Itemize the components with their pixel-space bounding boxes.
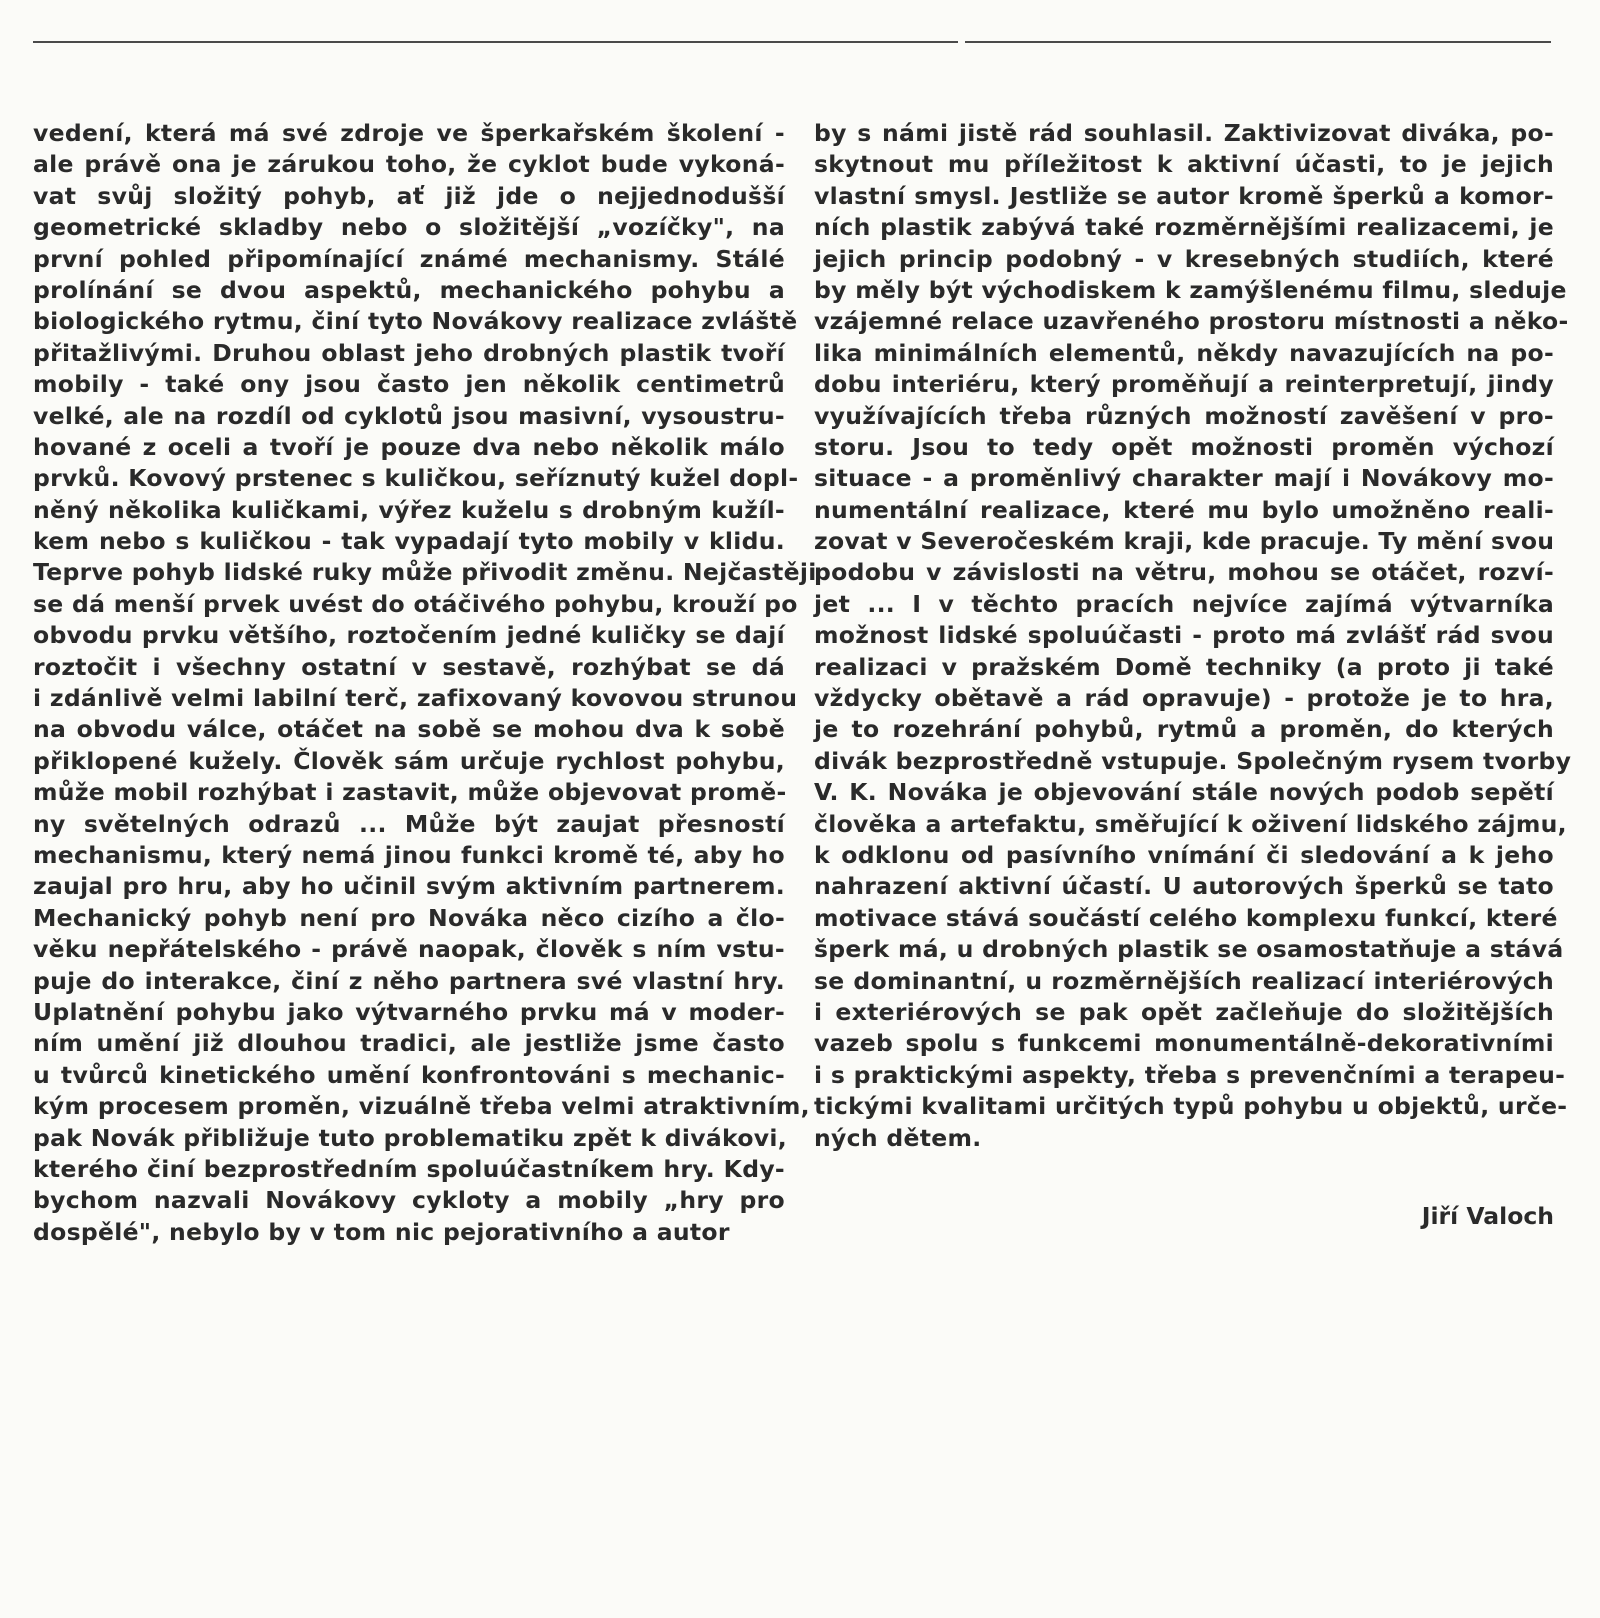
text-line: u tvůrců kinetického umění konfrontováni s mechanic-	[33, 1060, 785, 1089]
text-line: jet ... I v těchto pracích nejvíce zajímá výtvarníka	[814, 589, 1554, 618]
text-line: skytnout mu příležitost k aktivní účasti, to je jejich	[814, 150, 1554, 179]
text-line: motivace stává součástí celého komplexu funkcí, které	[814, 903, 1558, 932]
text-line: něný několika kuličkami, výřez kuželu s drobným kužíl-	[33, 495, 785, 524]
text-line: mobily - také ony jsou často jen několik centimetrů	[33, 370, 785, 399]
text-line: jejich princip podobný - v kresebných studiích, které	[814, 244, 1554, 273]
text-line: vat svůj složitý pohyb, ať již jde o nejjednodušší	[33, 181, 785, 210]
text-line: ných dětem.	[814, 1123, 982, 1152]
text-line: vždycky obětavě a rád opravuje) - protože je to hra,	[814, 684, 1554, 713]
text-line: i exteriérových se pak opět začleňuje do složitějších	[814, 997, 1554, 1026]
text-line: by s námi jistě rád souhlasil. Zaktivizovat diváka, po-	[814, 119, 1554, 147]
text-line: zaujal pro hru, aby ho učinil svým aktivním partnerem.	[33, 872, 785, 901]
text-line: puje do interakce, činí z něho partnera své vlastní hry.	[33, 966, 785, 995]
text-line: roztočit i všechny ostatní v sestavě, rozhýbat se dá	[33, 652, 785, 681]
header-rule-right	[965, 41, 1551, 43]
text-line: hované z oceli a tvoří je pouze dva nebo několik málo	[33, 432, 785, 461]
text-line: situace - a proměnlivý charakter mají i Novákovy mo-	[814, 464, 1554, 493]
author-signature: Jiří Valoch	[1421, 1202, 1554, 1230]
text-line: Uplatnění pohybu jako výtvarného prvku má v moder-	[33, 997, 785, 1026]
text-line: se dominantní, u rozměrnějších realizací interiérových	[814, 966, 1554, 995]
text-line: vazeb spolu s funkcemi monumentálně-dekorativními	[814, 1029, 1554, 1058]
text-line: ních plastik zabývá také rozměrnějšími realizacemi, je	[814, 213, 1554, 242]
text-line: prolínání se dvou aspektů, mechanického pohybu a	[33, 275, 785, 304]
text-line: dospělé", nebylo by v tom nic pejorativního a autor	[33, 1217, 730, 1246]
text-line: první pohled připomínající známé mechanismy. Stálé	[33, 244, 785, 273]
left-column	[33, 118, 817, 1248]
text-line: člověka a artefaktu, směřující k oživení lidského zájmu,	[814, 809, 1567, 838]
text-line: realizaci v pražském Domě techniky (a proto ji také	[814, 652, 1554, 681]
text-line: by měly být východiskem k zamýšlenému filmu, sleduje	[814, 275, 1567, 304]
text-line: velké, ale na rozdíl od cyklotů jsou masivní, vysoustru-	[33, 401, 785, 430]
text-line: vlastní smysl. Jestliže se autor kromě šperků a komor-	[814, 181, 1554, 210]
text-line: využívajících třeba různých možností zavěšení v pro-	[814, 401, 1554, 430]
text-line: lika minimálních elementů, někdy navazujících na po-	[814, 338, 1554, 367]
text-line: V. K. Nováka je objevování stále nových podob sepětí	[814, 778, 1554, 807]
text-line: přiklopené kužely. Člověk sám určuje rychlost pohybu,	[33, 746, 785, 775]
text-line: k odklonu od pasívního vnímání či sledování a k jeho	[814, 840, 1554, 869]
header-rule-left	[33, 41, 958, 43]
text-line: kem nebo s kuličkou - tak vypadají tyto mobily v klidu.	[33, 527, 785, 556]
text-line: mechanismu, který nemá jinou funkci kromě té, aby ho	[33, 840, 785, 869]
text-line: ny světelných odrazů ... Může být zaujat přesností	[33, 809, 785, 838]
text-line: šperk má, u drobných plastik se osamostatňuje a stává	[814, 935, 1564, 964]
text-line: numentální realizace, které mu bylo umožněno reali-	[814, 495, 1554, 524]
text-line: na obvodu válce, otáčet na sobě se mohou dva k sobě	[33, 715, 785, 744]
text-line: i s praktickými aspekty, třeba s prevenčními a terapeu-	[814, 1060, 1566, 1089]
text-line: prvků. Kovový prstenec s kuličkou, seříznutý kužel dopl-	[33, 464, 799, 493]
text-line: se dá menší prvek uvést do otáčivého pohybu, krouží po	[33, 589, 798, 618]
text-line: Mechanický pohyb není pro Nováka něco cizího a člo-	[33, 903, 785, 932]
text-line: nahrazení aktivní účastí. U autorových šperků se tato	[814, 872, 1554, 901]
text-line: je to rozehrání pohybů, rytmů a proměn, do kterých	[814, 715, 1554, 744]
text-line: geometrické skladby nebo o složitější „vozíčky", na	[33, 213, 785, 242]
text-line: tickými kvalitami určitých typů pohybu u objektů, urče-	[814, 1092, 1568, 1121]
text-line: dobu interiéru, který proměňují a reinterpretují, jindy	[814, 370, 1554, 399]
text-line: ním umění již dlouhou tradici, ale jestliže jsme často	[33, 1029, 785, 1058]
text-line: podobu v závislosti na větru, mohou se otáčet, rozví-	[814, 558, 1554, 587]
text-line: biologického rytmu, činí tyto Novákovy realizace zvláště	[33, 307, 798, 336]
text-line: obvodu prvku většího, roztočením jedné kuličky se dají	[33, 621, 785, 650]
text-line: může mobil rozhýbat i zastavit, může objevovat promě-	[33, 778, 787, 807]
text-line: věku nepřátelského - právě naopak, člověk s ním vstu-	[33, 935, 785, 964]
text-line: bychom nazvali Novákovy cykloty a mobily „hry pro	[33, 1186, 785, 1215]
text-line: storu. Jsou to tedy opět možnosti proměn výchozí	[814, 432, 1554, 461]
right-column	[814, 118, 1572, 1154]
text-line: zovat v Severočeském kraji, kde pracuje. Ty mění svou	[814, 527, 1555, 556]
text-line: kým procesem proměn, vizuálně třeba velmi atraktivním,	[33, 1092, 810, 1121]
text-line: divák bezprostředně vstupuje. Společným rysem tvorby	[814, 746, 1572, 775]
text-line: vzájemné relace uzavřeného prostoru místnosti a něko-	[814, 307, 1569, 336]
text-line: pak Novák přibližuje tuto problematiku zpět k divákovi,	[33, 1123, 787, 1152]
text-line: ale právě ona je zárukou toho, že cyklot bude vykoná-	[33, 150, 785, 179]
text-line: vedení, která má své zdroje ve šperkařském školení -	[33, 119, 785, 147]
text-line: možnost lidské spoluúčasti - proto má zvlášť rád svou	[814, 621, 1554, 650]
text-line: přitažlivými. Druhou oblast jeho drobných plastik tvoří	[33, 338, 785, 367]
text-line: Teprve pohyb lidské ruky může přivodit změnu. Nejčastěji	[33, 558, 817, 587]
text-line: kterého činí bezprostředním spoluúčastníkem hry. Kdy-	[33, 1154, 785, 1183]
text-line: i zdánlivě velmi labilní terč, zafixovaný kovovou strunou	[33, 684, 798, 713]
